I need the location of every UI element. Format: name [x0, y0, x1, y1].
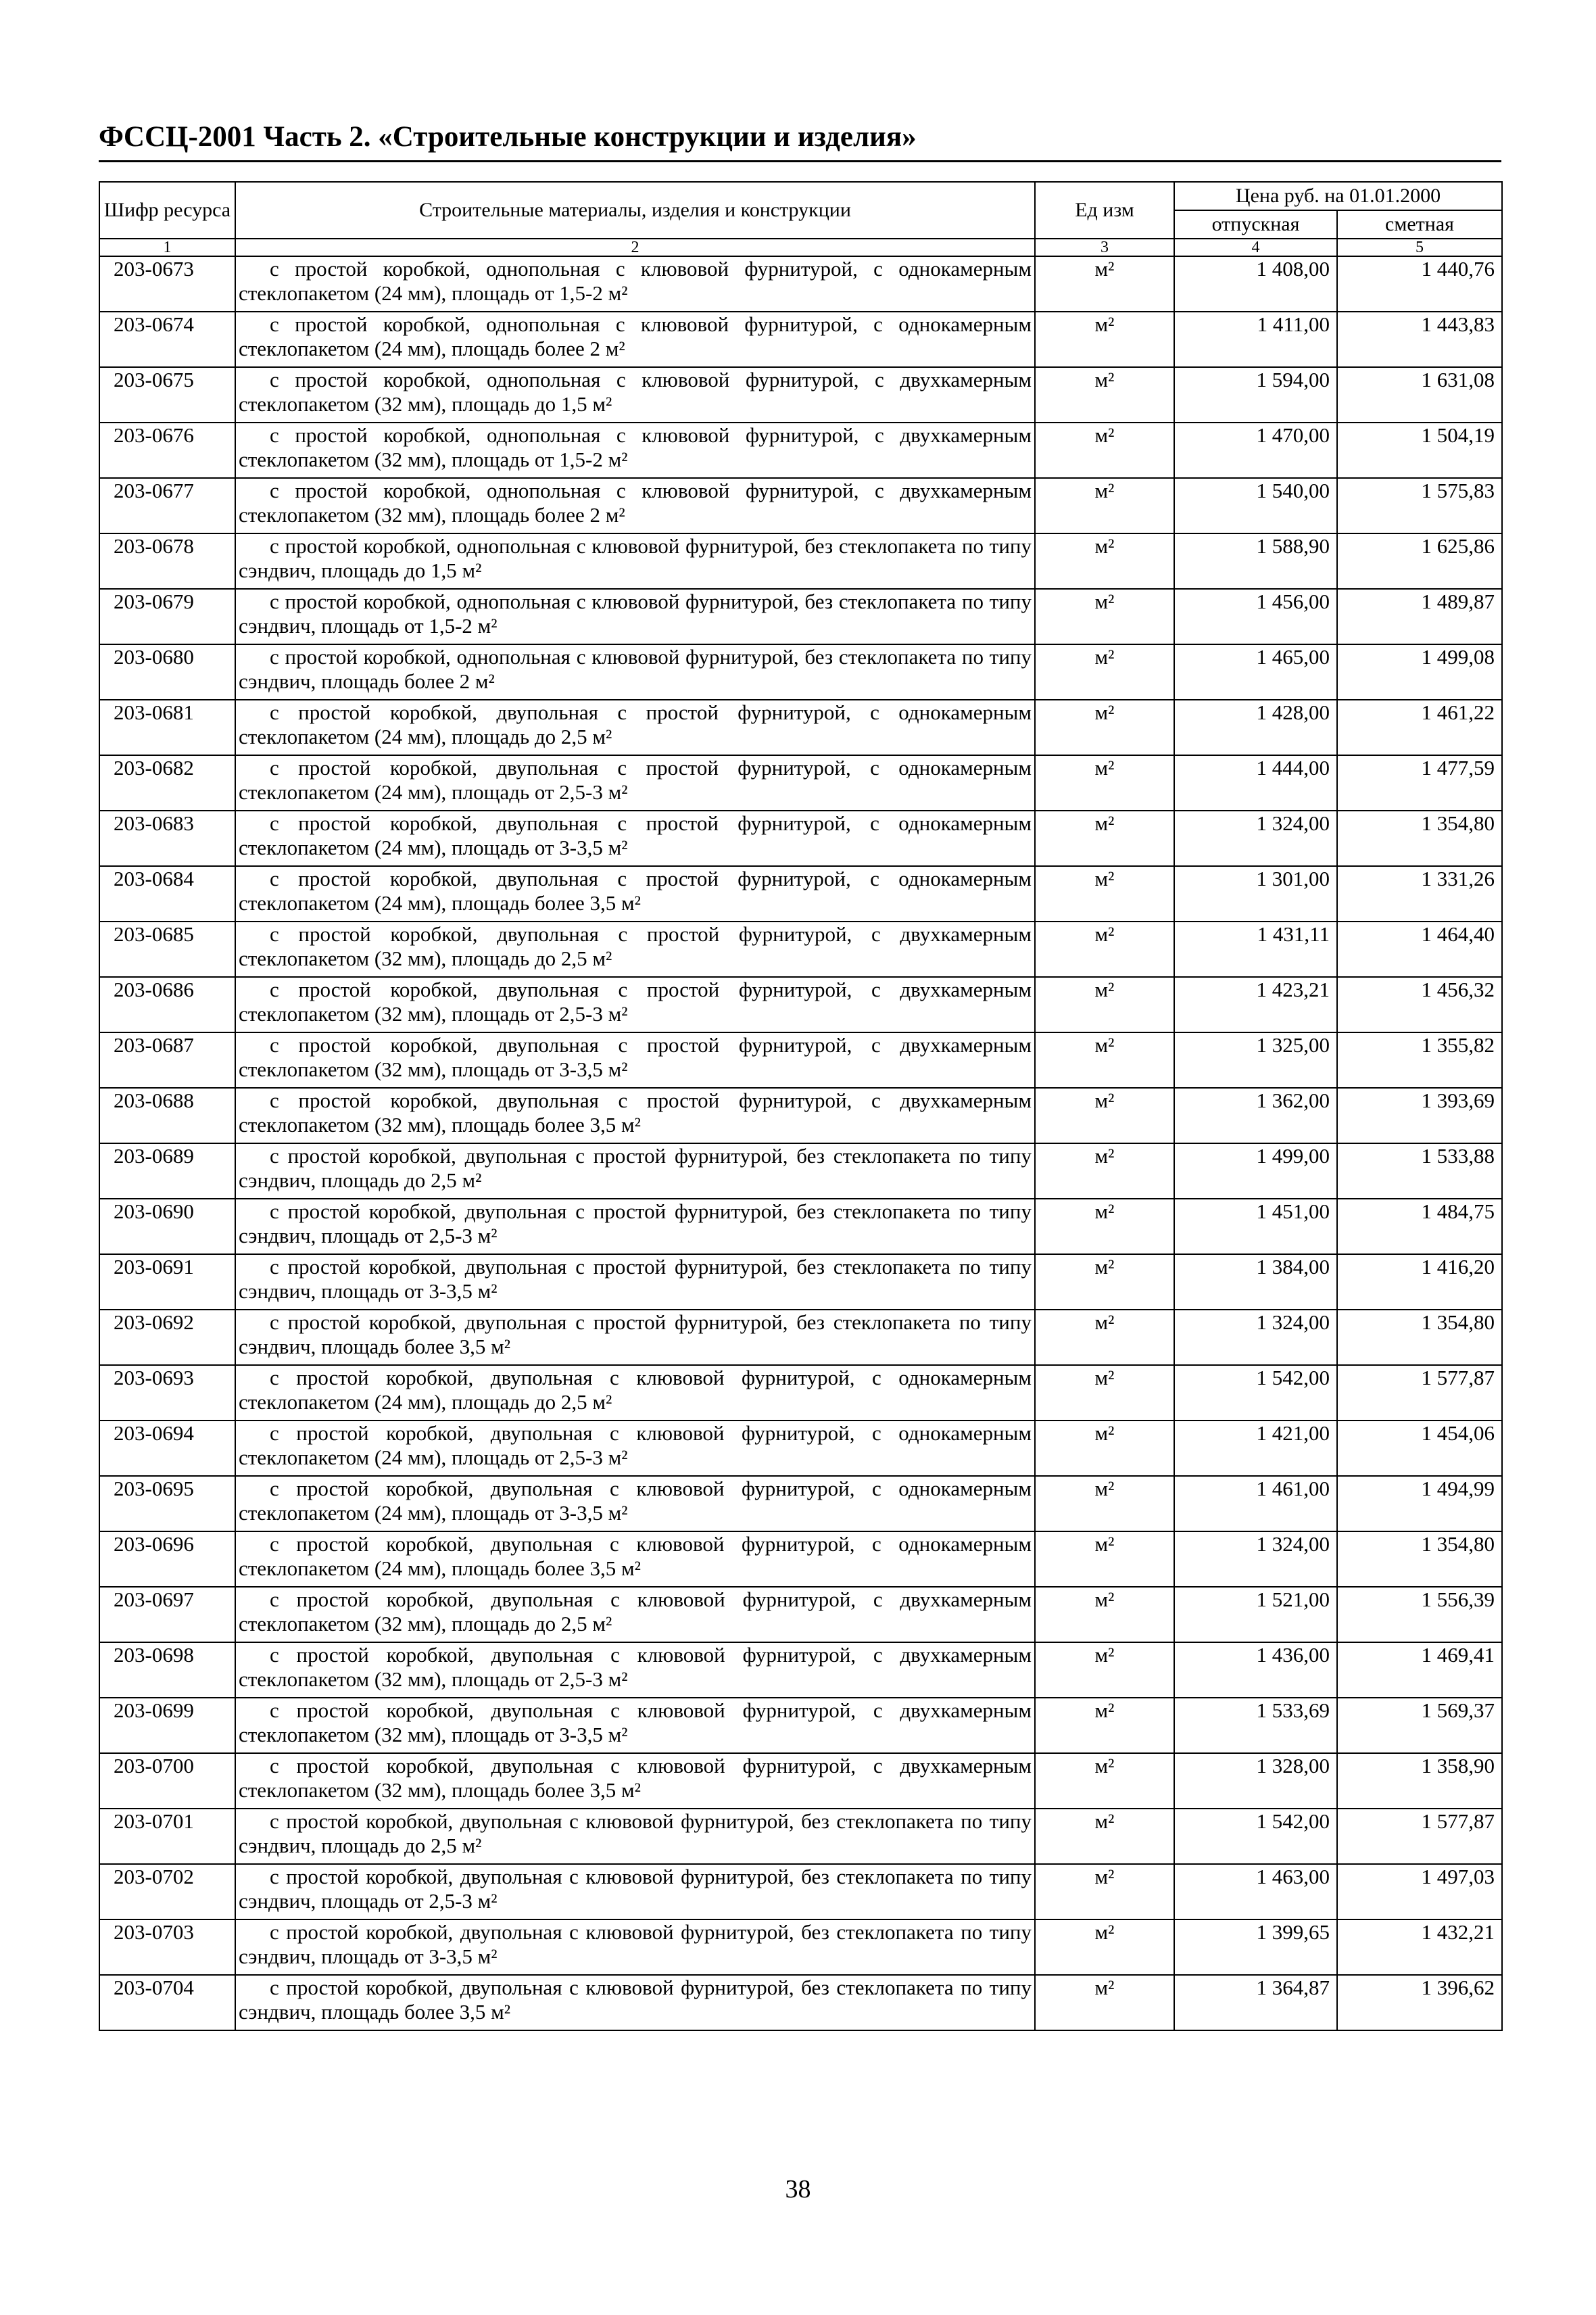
- release-price: 1 463,00: [1174, 1864, 1337, 1919]
- description-cell: [235, 589, 1035, 644]
- table-row: [99, 700, 1502, 755]
- estimate-price: 1 489,87: [1337, 589, 1502, 644]
- price-table: [99, 181, 1503, 2031]
- unit-of-measure: м²: [1035, 1919, 1174, 1975]
- resource-code: 203-0692: [99, 1310, 235, 1365]
- estimate-price: 1 631,08: [1337, 367, 1502, 423]
- unit-of-measure: м²: [1035, 977, 1174, 1032]
- material-description: с простой коробкой, двупольная с клювовой фурнитурой, без стеклопакета по типу сэндвич, площадь до 2,5 м²: [239, 1809, 1032, 1857]
- estimate-price: 1 464,40: [1337, 922, 1502, 977]
- release-price: 1 408,00: [1174, 256, 1337, 312]
- resource-code: 203-0678: [99, 533, 235, 589]
- material-description: с простой коробкой, двупольная с клювовой фурнитурой, с однокамерным стеклопакетом (24 мм), площадь более 3,5 м²: [239, 1532, 1032, 1580]
- table-header: [99, 182, 1502, 256]
- unit-of-measure: м²: [1035, 1254, 1174, 1310]
- description-cell: [235, 811, 1035, 866]
- material-description: с простой коробкой, двупольная с клювовой фурнитурой, с однокамерным стеклопакетом (24 мм), площадь до 2,5 м²: [239, 1366, 1032, 1414]
- material-description: с простой коробкой, однопольная с клювовой фурнитурой, с двухкамерным стеклопакетом (32 мм), площадь до 1,5 м²: [239, 368, 1032, 416]
- unit-of-measure: м²: [1035, 1809, 1174, 1864]
- estimate-price: 1 358,90: [1337, 1753, 1502, 1809]
- page-header: ФССЦ-2001 Часть 2. «Строительные конструкции и изделия»: [99, 120, 1501, 162]
- estimate-price: 1 456,32: [1337, 977, 1502, 1032]
- release-price: 1 301,00: [1174, 866, 1337, 922]
- unit-of-measure: м²: [1035, 1753, 1174, 1809]
- table-body: [99, 256, 1502, 2030]
- estimate-price: 1 625,86: [1337, 533, 1502, 589]
- unit-of-measure: м²: [1035, 1421, 1174, 1476]
- table-row: [99, 1864, 1502, 1919]
- table-row: [99, 1698, 1502, 1753]
- column-number: 1: [99, 239, 235, 256]
- release-price: 1 411,00: [1174, 312, 1337, 367]
- release-price: 1 594,00: [1174, 367, 1337, 423]
- estimate-price: 1 331,26: [1337, 866, 1502, 922]
- resource-code: 203-0700: [99, 1753, 235, 1809]
- table-row: [99, 1310, 1502, 1365]
- unit-of-measure: м²: [1035, 1199, 1174, 1254]
- description-cell: [235, 1753, 1035, 1809]
- resource-code: 203-0684: [99, 866, 235, 922]
- table-row: [99, 312, 1502, 367]
- release-price: 1 384,00: [1174, 1254, 1337, 1310]
- material-description: с простой коробкой, двупольная с клювовой фурнитурой, с двухкамерным стеклопакетом (32 мм), площадь более 3,5 м²: [239, 1754, 1032, 1802]
- page-number: 38: [785, 2175, 811, 2203]
- table-row: [99, 922, 1502, 977]
- unit-of-measure: м²: [1035, 478, 1174, 533]
- unit-of-measure: м²: [1035, 1698, 1174, 1753]
- description-cell: [235, 1642, 1035, 1698]
- material-description: с простой коробкой, двупольная с клювовой фурнитурой, с двухкамерным стеклопакетом (32 мм), площадь от 3-3,5 м²: [239, 1698, 1032, 1746]
- unit-of-measure: м²: [1035, 1531, 1174, 1587]
- material-description: с простой коробкой, двупольная с простой фурнитурой, с двухкамерным стеклопакетом (32 мм), площадь более 3,5 м²: [239, 1089, 1032, 1137]
- release-price: 1 325,00: [1174, 1032, 1337, 1088]
- estimate-price: 1 393,69: [1337, 1088, 1502, 1143]
- resource-code: 203-0702: [99, 1864, 235, 1919]
- table-row: [99, 1809, 1502, 1864]
- material-description: с простой коробкой, двупольная с простой фурнитурой, без стеклопакета по типу сэндвич, площадь от 2,5-3 м²: [239, 1199, 1032, 1247]
- release-price: 1 461,00: [1174, 1476, 1337, 1531]
- column-number: 3: [1035, 239, 1174, 256]
- release-price: 1 328,00: [1174, 1753, 1337, 1809]
- estimate-price: 1 494,99: [1337, 1476, 1502, 1531]
- estimate-price: 1 443,83: [1337, 312, 1502, 367]
- resource-code: 203-0676: [99, 423, 235, 478]
- release-price: 1 364,87: [1174, 1975, 1337, 2030]
- estimate-price: 1 484,75: [1337, 1199, 1502, 1254]
- resource-code: 203-0686: [99, 977, 235, 1032]
- column-number: 2: [235, 239, 1035, 256]
- material-description: с простой коробкой, двупольная с клювовой фурнитурой, с двухкамерным стеклопакетом (32 мм), площадь от 2,5-3 м²: [239, 1643, 1032, 1691]
- estimate-price: 1 354,80: [1337, 1310, 1502, 1365]
- description-cell: [235, 1587, 1035, 1642]
- header-release-price: отпускная: [1174, 210, 1337, 239]
- release-price: 1 436,00: [1174, 1642, 1337, 1698]
- material-description: с простой коробкой, однопольная с клювовой фурнитурой, с однокамерным стеклопакетом (24 мм), площадь более 2 м²: [239, 312, 1032, 360]
- column-number: 5: [1337, 239, 1502, 256]
- material-description: с простой коробкой, двупольная с простой фурнитурой, с двухкамерным стеклопакетом (32 мм), площадь от 2,5-3 м²: [239, 978, 1032, 1026]
- table-row: [99, 1421, 1502, 1476]
- estimate-price: 1 497,03: [1337, 1864, 1502, 1919]
- material-description: с простой коробкой, двупольная с клювовой фурнитурой, с однокамерным стеклопакетом (24 мм), площадь от 3-3,5 м²: [239, 1477, 1032, 1525]
- estimate-price: 1 569,37: [1337, 1698, 1502, 1753]
- material-description: с простой коробкой, двупольная с клювовой фурнитурой, без стеклопакета по типу сэндвич, площадь от 3-3,5 м²: [239, 1920, 1032, 1968]
- description-cell: [235, 312, 1035, 367]
- unit-of-measure: м²: [1035, 1365, 1174, 1421]
- table-row: [99, 256, 1502, 312]
- table-row: [99, 977, 1502, 1032]
- description-cell: [235, 533, 1035, 589]
- estimate-price: 1 575,83: [1337, 478, 1502, 533]
- table-row: [99, 1919, 1502, 1975]
- material-description: с простой коробкой, двупольная с простой фурнитурой, без стеклопакета по типу сэндвич, площадь более 3,5 м²: [239, 1310, 1032, 1358]
- table-row: [99, 1365, 1502, 1421]
- column-number: 4: [1174, 239, 1337, 256]
- resource-code: 203-0682: [99, 755, 235, 811]
- estimate-price: 1 432,21: [1337, 1919, 1502, 1975]
- release-price: 1 362,00: [1174, 1088, 1337, 1143]
- release-price: 1 542,00: [1174, 1365, 1337, 1421]
- estimate-price: 1 504,19: [1337, 423, 1502, 478]
- resource-code: 203-0693: [99, 1365, 235, 1421]
- table-row: [99, 1753, 1502, 1809]
- description-cell: [235, 977, 1035, 1032]
- unit-of-measure: м²: [1035, 256, 1174, 312]
- resource-code: 203-0677: [99, 478, 235, 533]
- description-cell: [235, 866, 1035, 922]
- description-cell: [235, 1864, 1035, 1919]
- release-price: 1 421,00: [1174, 1421, 1337, 1476]
- table-row: [99, 811, 1502, 866]
- material-description: с простой коробкой, двупольная с простой фурнитурой, без стеклопакета по типу сэндвич, площадь до 2,5 м²: [239, 1144, 1032, 1192]
- resource-code: 203-0675: [99, 367, 235, 423]
- estimate-price: 1 461,22: [1337, 700, 1502, 755]
- unit-of-measure: м²: [1035, 423, 1174, 478]
- description-cell: [235, 1919, 1035, 1975]
- estimate-price: 1 355,82: [1337, 1032, 1502, 1088]
- resource-code: 203-0690: [99, 1199, 235, 1254]
- table-row: [99, 755, 1502, 811]
- unit-of-measure: м²: [1035, 922, 1174, 977]
- estimate-price: 1 577,87: [1337, 1365, 1502, 1421]
- material-description: с простой коробкой, однопольная с клювовой фурнитурой, с двухкамерным стеклопакетом (32 мм), площадь от 1,5-2 м²: [239, 423, 1032, 471]
- description-cell: [235, 1199, 1035, 1254]
- release-price: 1 431,11: [1174, 922, 1337, 977]
- header-estimate-price: сметная: [1337, 210, 1502, 239]
- resource-code: 203-0694: [99, 1421, 235, 1476]
- unit-of-measure: м²: [1035, 312, 1174, 367]
- description-cell: [235, 1421, 1035, 1476]
- estimate-price: 1 533,88: [1337, 1143, 1502, 1199]
- material-description: с простой коробкой, однопольная с клювовой фурнитурой, с двухкамерным стеклопакетом (32 мм), площадь более 2 м²: [239, 479, 1032, 527]
- resource-code: 203-0701: [99, 1809, 235, 1864]
- material-description: с простой коробкой, двупольная с простой фурнитурой, с однокамерным стеклопакетом (24 мм), площадь от 2,5-3 м²: [239, 756, 1032, 804]
- resource-code: 203-0685: [99, 922, 235, 977]
- release-price: 1 324,00: [1174, 1310, 1337, 1365]
- release-price: 1 456,00: [1174, 589, 1337, 644]
- table-row: [99, 589, 1502, 644]
- estimate-price: 1 354,80: [1337, 1531, 1502, 1587]
- estimate-price: 1 577,87: [1337, 1809, 1502, 1864]
- description-cell: [235, 1143, 1035, 1199]
- unit-of-measure: м²: [1035, 866, 1174, 922]
- release-price: 1 465,00: [1174, 644, 1337, 700]
- unit-of-measure: м²: [1035, 1476, 1174, 1531]
- unit-of-measure: м²: [1035, 1088, 1174, 1143]
- description-cell: [235, 1698, 1035, 1753]
- material-description: с простой коробкой, двупольная с клювовой фурнитурой, с однокамерным стеклопакетом (24 мм), площадь от 2,5-3 м²: [239, 1421, 1032, 1469]
- material-description: с простой коробкой, двупольная с простой фурнитурой, с двухкамерным стеклопакетом (32 мм), площадь до 2,5 м²: [239, 922, 1032, 970]
- description-cell: [235, 1088, 1035, 1143]
- table-row: [99, 1476, 1502, 1531]
- estimate-price: 1 499,08: [1337, 644, 1502, 700]
- release-price: 1 540,00: [1174, 478, 1337, 533]
- material-description: с простой коробкой, однопольная с клювовой фурнитурой, без стеклопакета по типу сэндвич, площадь более 2 м²: [239, 645, 1032, 693]
- table-row: [99, 1975, 1502, 2030]
- material-description: с простой коробкой, двупольная с простой фурнитурой, без стеклопакета по типу сэндвич, площадь от 3-3,5 м²: [239, 1255, 1032, 1303]
- resource-code: 203-0704: [99, 1975, 235, 2030]
- material-description: с простой коробкой, двупольная с простой фурнитурой, с однокамерным стеклопакетом (24 мм), площадь до 2,5 м²: [239, 700, 1032, 748]
- resource-code: 203-0689: [99, 1143, 235, 1199]
- unit-of-measure: м²: [1035, 367, 1174, 423]
- resource-code: 203-0683: [99, 811, 235, 866]
- table-row: [99, 478, 1502, 533]
- resource-code: 203-0679: [99, 589, 235, 644]
- release-price: 1 470,00: [1174, 423, 1337, 478]
- table-row: [99, 866, 1502, 922]
- estimate-price: 1 396,62: [1337, 1975, 1502, 2030]
- table-row: [99, 367, 1502, 423]
- release-price: 1 444,00: [1174, 755, 1337, 811]
- table-row: [99, 533, 1502, 589]
- unit-of-measure: м²: [1035, 1975, 1174, 2030]
- header-code: Шифр ресурса: [99, 182, 235, 239]
- release-price: 1 399,65: [1174, 1919, 1337, 1975]
- table-row: [99, 644, 1502, 700]
- material-description: с простой коробкой, двупольная с клювовой фурнитурой, с двухкамерным стеклопакетом (32 мм), площадь до 2,5 м²: [239, 1588, 1032, 1636]
- description-cell: [235, 1476, 1035, 1531]
- material-description: с простой коробкой, двупольная с клювовой фурнитурой, без стеклопакета по типу сэндвич, площадь более 3,5 м²: [239, 1976, 1032, 2024]
- material-description: с простой коробкой, однопольная с клювовой фурнитурой, с однокамерным стеклопакетом (24 мм), площадь от 1,5-2 м²: [239, 257, 1032, 305]
- resource-code: 203-0674: [99, 312, 235, 367]
- table-row: [99, 1642, 1502, 1698]
- estimate-price: 1 477,59: [1337, 755, 1502, 811]
- unit-of-measure: м²: [1035, 1587, 1174, 1642]
- unit-of-measure: м²: [1035, 533, 1174, 589]
- description-cell: [235, 367, 1035, 423]
- unit-of-measure: м²: [1035, 1143, 1174, 1199]
- release-price: 1 324,00: [1174, 811, 1337, 866]
- unit-of-measure: м²: [1035, 755, 1174, 811]
- resource-code: 203-0680: [99, 644, 235, 700]
- description-cell: [235, 256, 1035, 312]
- description-cell: [235, 1975, 1035, 2030]
- table-row: [99, 1254, 1502, 1310]
- description-cell: [235, 1365, 1035, 1421]
- resource-code: 203-0698: [99, 1642, 235, 1698]
- unit-of-measure: м²: [1035, 700, 1174, 755]
- material-description: с простой коробкой, двупольная с простой фурнитурой, с однокамерным стеклопакетом (24 мм), площадь более 3,5 м²: [239, 867, 1032, 915]
- description-cell: [235, 423, 1035, 478]
- material-description: с простой коробкой, однопольная с клювовой фурнитурой, без стеклопакета по типу сэндвич, площадь до 1,5 м²: [239, 534, 1032, 582]
- description-cell: [235, 1809, 1035, 1864]
- description-cell: [235, 755, 1035, 811]
- description-cell: [235, 1032, 1035, 1088]
- description-cell: [235, 1531, 1035, 1587]
- unit-of-measure: м²: [1035, 1310, 1174, 1365]
- estimate-price: 1 556,39: [1337, 1587, 1502, 1642]
- unit-of-measure: м²: [1035, 589, 1174, 644]
- header-unit: Ед изм: [1035, 182, 1174, 239]
- table-row: [99, 1199, 1502, 1254]
- table-row: [99, 1531, 1502, 1587]
- release-price: 1 533,69: [1174, 1698, 1337, 1753]
- estimate-price: 1 354,80: [1337, 811, 1502, 866]
- description-cell: [235, 644, 1035, 700]
- release-price: 1 451,00: [1174, 1199, 1337, 1254]
- estimate-price: 1 440,76: [1337, 256, 1502, 312]
- table-row: [99, 1587, 1502, 1642]
- release-price: 1 428,00: [1174, 700, 1337, 755]
- description-cell: [235, 700, 1035, 755]
- material-description: с простой коробкой, двупольная с клювовой фурнитурой, без стеклопакета по типу сэндвич, площадь от 2,5-3 м²: [239, 1865, 1032, 1913]
- release-price: 1 542,00: [1174, 1809, 1337, 1864]
- resource-code: 203-0696: [99, 1531, 235, 1587]
- unit-of-measure: м²: [1035, 1032, 1174, 1088]
- release-price: 1 499,00: [1174, 1143, 1337, 1199]
- description-cell: [235, 1310, 1035, 1365]
- header-price-group: Цена руб. на 01.01.2000: [1174, 182, 1502, 210]
- description-cell: [235, 478, 1035, 533]
- description-cell: [235, 922, 1035, 977]
- table-row: [99, 1143, 1502, 1199]
- release-price: 1 324,00: [1174, 1531, 1337, 1587]
- resource-code: 203-0695: [99, 1476, 235, 1531]
- resource-code: 203-0699: [99, 1698, 235, 1753]
- resource-code: 203-0688: [99, 1088, 235, 1143]
- material-description: с простой коробкой, двупольная с простой фурнитурой, с двухкамерным стеклопакетом (32 мм), площадь от 3-3,5 м²: [239, 1033, 1032, 1081]
- resource-code: 203-0697: [99, 1587, 235, 1642]
- material-description: с простой коробкой, двупольная с простой фурнитурой, с однокамерным стеклопакетом (24 мм), площадь от 3-3,5 м²: [239, 811, 1032, 859]
- release-price: 1 423,21: [1174, 977, 1337, 1032]
- description-cell: [235, 1254, 1035, 1310]
- estimate-price: 1 416,20: [1337, 1254, 1502, 1310]
- table-row: [99, 1032, 1502, 1088]
- material-description: с простой коробкой, однопольная с клювовой фурнитурой, без стеклопакета по типу сэндвич, площадь от 1,5-2 м²: [239, 590, 1032, 638]
- table-row: [99, 423, 1502, 478]
- resource-code: 203-0681: [99, 700, 235, 755]
- table-row: [99, 1088, 1502, 1143]
- unit-of-measure: м²: [1035, 811, 1174, 866]
- estimate-price: 1 469,41: [1337, 1642, 1502, 1698]
- unit-of-measure: м²: [1035, 1642, 1174, 1698]
- release-price: 1 588,90: [1174, 533, 1337, 589]
- release-price: 1 521,00: [1174, 1587, 1337, 1642]
- resource-code: 203-0691: [99, 1254, 235, 1310]
- unit-of-measure: м²: [1035, 644, 1174, 700]
- header-description: Строительные материалы, изделия и конструкции: [235, 182, 1035, 239]
- estimate-price: 1 454,06: [1337, 1421, 1502, 1476]
- unit-of-measure: м²: [1035, 1864, 1174, 1919]
- resource-code: 203-0703: [99, 1919, 235, 1975]
- resource-code: 203-0687: [99, 1032, 235, 1088]
- resource-code: 203-0673: [99, 256, 235, 312]
